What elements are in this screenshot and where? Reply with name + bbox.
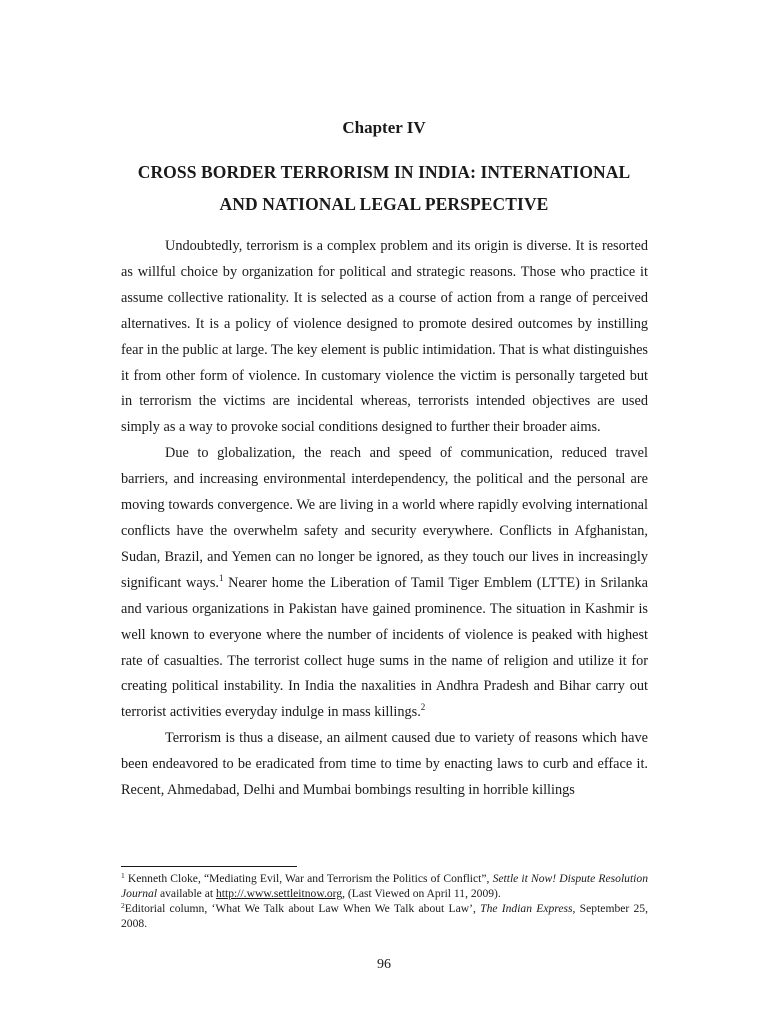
footnote-2-text-b: , September 25, 2008. [121, 902, 648, 930]
paragraph-3: Terrorism is thus a disease, an ailment caused due to variety of reasons which have been endeavored to be eradicated from time to time by enacting laws to curb and efface it. Recent, Ahmedabad, Delhi and Mumbai bombings resulting in horrible killings [121, 730, 648, 799]
footnote-2-source: The Indian Express [480, 902, 573, 915]
footnote-1 [121, 871, 648, 901]
paragraph-2-part-a: Due to globalization, the reach and speed of communication, reduced travel barriers, and increasing environmental interdependency, the political and the personal are moving towards convergence. We are living in a world where rapidly evolving international conflicts have the overwhelm safety and security everywhere. Conflicts in Afghanistan, Sudan, Brazil, and Yemen can no longer be ignored, as they touch our lives in increasingly significant ways. [121, 445, 648, 591]
footnote-1-text-c: , (Last Viewed on April 11, 2009). [342, 887, 501, 900]
footnote-1-text-a: Kenneth Cloke, “Mediating Evil, War and Terrorism the Politics of Conflict”, [124, 872, 493, 885]
page-number: 96 [377, 957, 391, 972]
chapter-title-line-2: AND NATIONAL LEGAL PERSPECTIVE [219, 194, 549, 214]
footnote-2 [121, 901, 648, 931]
footnote-separator [121, 866, 297, 867]
footnotes [121, 871, 648, 931]
paragraph-1: Undoubtedly, terrorism is a complex problem and its origin is diverse. It is resorted as willful choice by organization for political and strategic reasons. Those who practice it assume collective rationality. It is selected as a course of action from a range of perceived alternatives. It is a policy of violence designed to promote desired outcomes by instilling fear in the public at large. The key element is public intimidation. That is what distinguishes it from other form of violence. In customary violence the victim is personally targeted but in terrorism the victims are incidental whereas, terrorists intended objectives are used simply as a way to provoke social conditions designed to further their broader aims. [121, 238, 648, 436]
footnote-1-source: Settle it Now! Dispute Resolution Journal [121, 872, 648, 900]
footnote-1-number: 1 [121, 871, 125, 880]
footnote-1-text-b: available at [157, 887, 216, 900]
footnote-2-text-a: Editorial column, ‘What We Talk about Law When We Talk about Law’, [124, 902, 481, 915]
footnote-1-link[interactable]: http://.www.settleitnow.org [215, 887, 343, 900]
footnote-ref-1: 1 [219, 572, 224, 583]
chapter-title [100, 156, 668, 220]
paragraph-2 [121, 441, 648, 726]
footnote-ref-2: 2 [420, 702, 426, 713]
chapter-title-line-1: CROSS BORDER TERRORISM IN INDIA: INTERNATIONAL [137, 162, 631, 182]
footnote-2-number: 2 [121, 901, 125, 910]
body-text [121, 234, 648, 804]
chapter-label: Chapter IV [342, 118, 426, 137]
paragraph-2-part-b: Nearer home the Liberation of Tamil Tiger Emblem (LTTE) in Srilanka and various organizations in Pakistan have gained prominence. The situation in Kashmir is well known to everyone where the number of incidents of violence is peaked with highest rate of casualties. The terrorist collect huge sums in the name of religion and utilize it for creating political instability. In India the naxalities in Andhra Pradesh and Bihar carry out terrorist activities everyday indulge in mass killings. [121, 574, 648, 721]
